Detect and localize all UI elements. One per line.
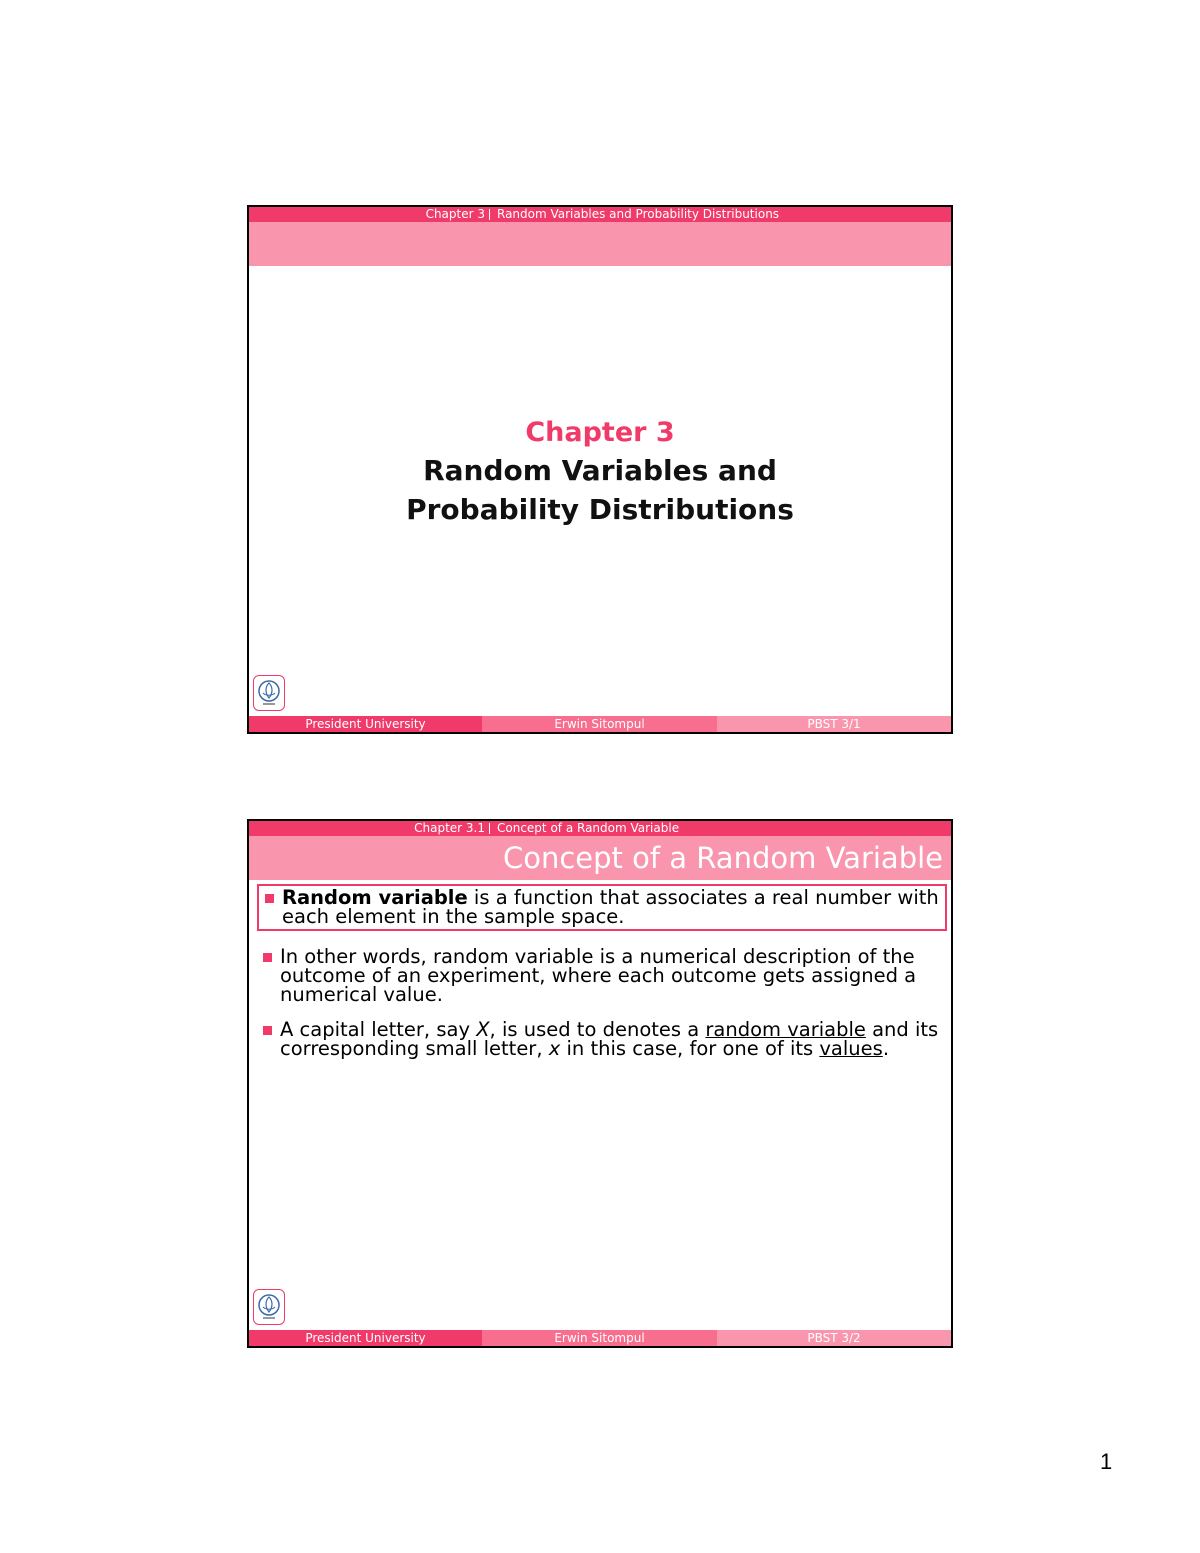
bullet-list xyxy=(257,884,947,1074)
bullet-square-icon xyxy=(265,894,274,903)
header-chapter: Chapter 3 xyxy=(425,207,485,221)
header-separator xyxy=(489,823,490,834)
page-number: 1 xyxy=(1100,1449,1113,1474)
notation-text-5: . xyxy=(882,1037,890,1060)
header-subtitle: Concept of a Random Variable xyxy=(497,821,680,835)
bullet-item-notation xyxy=(257,1020,947,1058)
term-random-variable: Random variable xyxy=(282,886,468,909)
header-separator xyxy=(489,209,490,220)
title-chapter: Chapter 3 xyxy=(525,417,675,448)
slide-heading: Concept of a Random Variable xyxy=(502,841,943,875)
slide-header-bar xyxy=(249,821,951,836)
notation-underlined-values: values xyxy=(819,1037,883,1060)
slide-title-band xyxy=(249,836,951,880)
university-logo-icon xyxy=(253,1289,285,1325)
bullet-item-description xyxy=(257,947,947,1004)
notation-text-1: A capital letter, say xyxy=(280,1018,477,1041)
title-line-2: Probability Distributions xyxy=(406,493,794,526)
bullet-item-definition xyxy=(257,884,947,931)
slide-title xyxy=(249,415,951,529)
footer-university: President University xyxy=(249,716,482,732)
header-subtitle: Random Variables and Probability Distributions xyxy=(497,207,780,221)
header-chapter: Chapter 3.1 xyxy=(414,821,485,835)
slide-footer xyxy=(249,1330,951,1346)
title-line-1: Random Variables and xyxy=(423,454,777,487)
notation-text-4: in this case, for one of its xyxy=(560,1037,820,1060)
footer-page: PBST 3/2 xyxy=(717,1330,951,1346)
slide-1 xyxy=(247,205,953,734)
slide-footer xyxy=(249,716,951,732)
definition-text: is a function that associates a real number with each element in the sample space. xyxy=(282,886,939,928)
slide-header-bar xyxy=(249,207,951,222)
notation-capital-x: X xyxy=(476,1018,490,1041)
footer-university: President University xyxy=(249,1330,482,1346)
notation-small-x: x xyxy=(548,1037,561,1060)
notation-underlined-random-variable: random variable xyxy=(705,1018,866,1041)
footer-author: Erwin Sitompul xyxy=(482,716,717,732)
footer-page: PBST 3/1 xyxy=(717,716,951,732)
notation-text-3: and its corresponding small letter, xyxy=(280,1018,939,1060)
notation-text-2: , is used to denotes a xyxy=(489,1018,706,1041)
slide-2 xyxy=(247,819,953,1348)
bullet-square-icon xyxy=(263,953,272,962)
slide-title-band xyxy=(249,222,951,266)
description-text: In other words, random variable is a numerical description of the outcome of an experiment, where each outcome gets assigned a numerical value. xyxy=(280,945,917,1006)
footer-author: Erwin Sitompul xyxy=(482,1330,717,1346)
bullet-square-icon xyxy=(263,1026,272,1035)
university-logo-icon xyxy=(253,675,285,711)
